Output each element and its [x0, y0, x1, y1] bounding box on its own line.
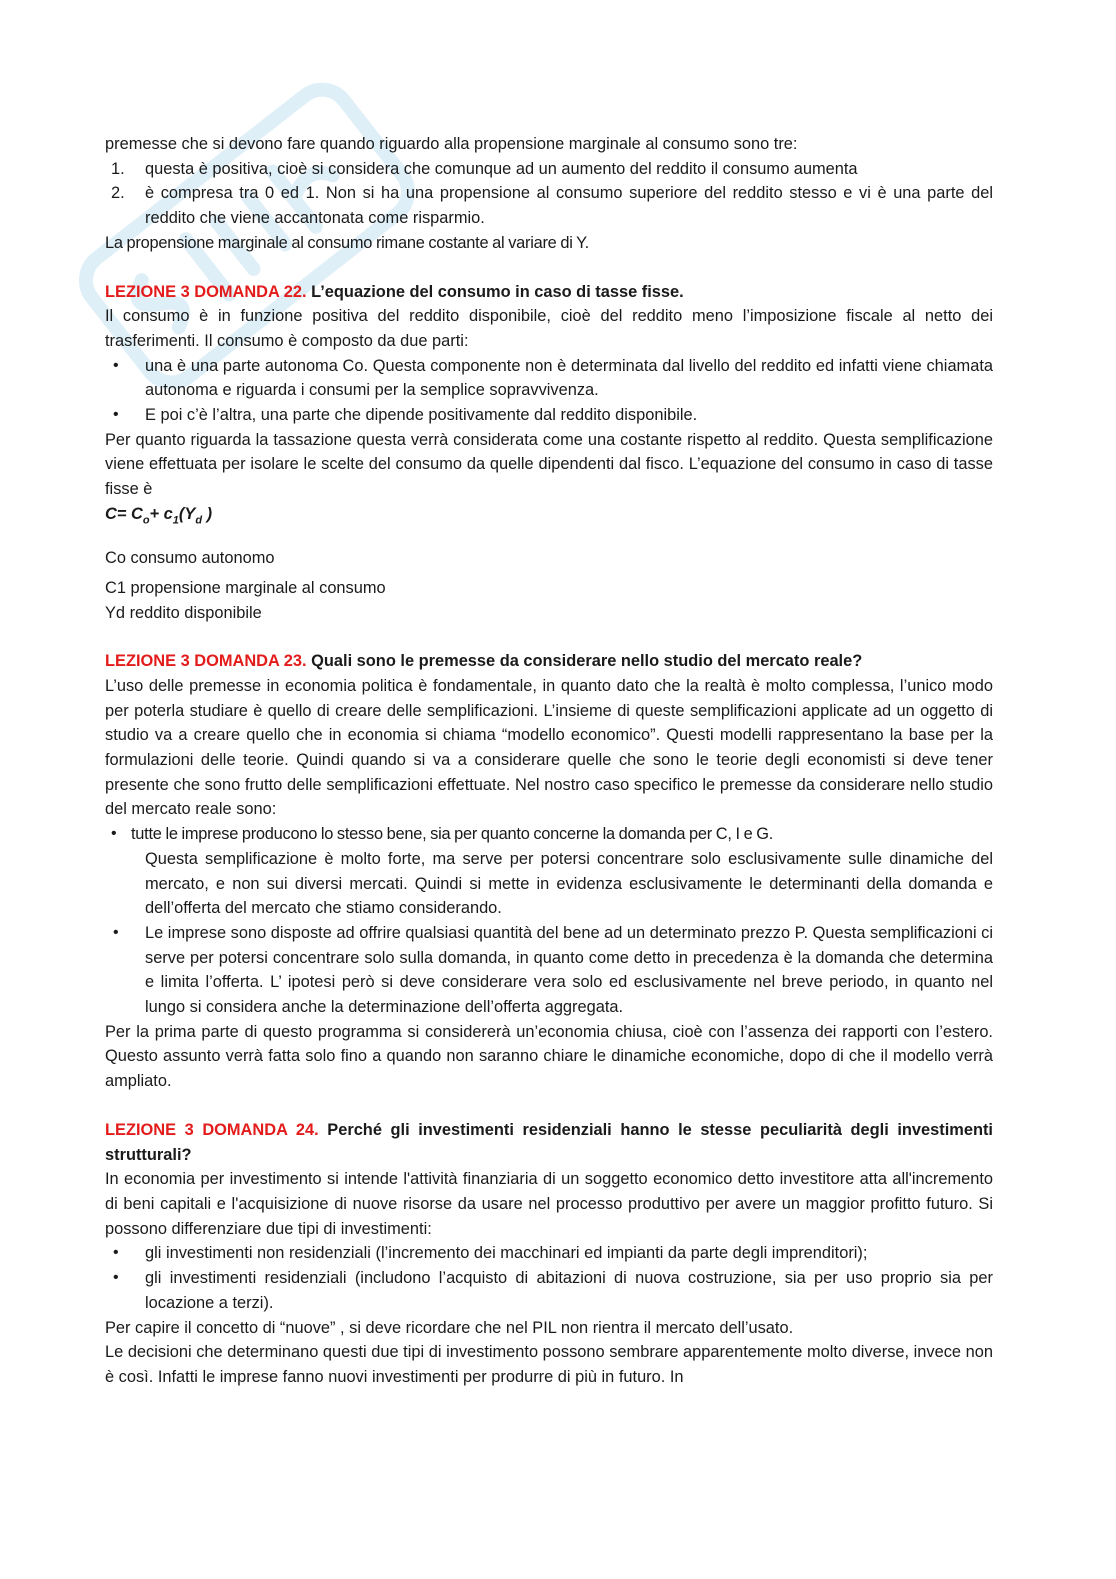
consumption-formula: $C= C_o+ c_1(Y_d$ ): [105, 504, 213, 527]
q23-bullets-2: [105, 921, 993, 1020]
q22-bullets: [105, 354, 993, 428]
list-item: • una è una parte autonoma Co. Questa componente non è determinata dal livello del reddito ed infatti viene chiamata autonoma e riguarda i consumi per la semplice sopravvivenza.: [113, 356, 993, 400]
question-23-heading: [105, 649, 993, 674]
question-title: Perché gli investimenti residenziali hanno le stesse peculiarità degli investimenti strutturali?: [105, 1120, 993, 1164]
intro-lead: premesse che si devono fare quando riguardo alla propensione marginale al consumo sono tre:: [105, 135, 798, 153]
question-tag: LEZIONE 3 DOMANDA 23.: [105, 652, 307, 671]
q24-paragraph-3: Le decisioni che determinano questi due tipi di investimento possono sembrare apparentemente molto diverse, invece non è così. Infatti le imprese fanno nuovi investimenti per produrre di più in futuro. In: [105, 1343, 993, 1386]
definition-yd: Yd reddito disponibile: [105, 603, 262, 622]
question-title: L’equazione del consumo in caso di tasse fisse.: [311, 282, 684, 301]
intro-closing: La propensione marginale al consumo rimane costante al variare di Y.: [105, 233, 589, 252]
question-22-heading: [105, 280, 993, 305]
q23-paragraph-1: L’uso delle premesse in economia politica è fondamentale, in quanto dato che la realtà è molto complessa, l’unico modo per poterla studiare è quello di creare delle semplificazioni. L’insieme di queste semplificazioni applicate ad un oggetto di studio va a creare quello che in economia si chiama “modello economico”. Questi modelli rappresentano la base per la formulazioni delle teorie. Quindi quando si va a considerare quelle che sono le teorie degli economisti si deve tener presente che sono frutto delle semplificazioni effettuate. Nel nostro caso specifico le premesse da considerare nello studio del mercato reale sono:: [105, 676, 993, 819]
list-item: • gli investimenti non residenziali (l’incremento dei macchinari ed impianti da parte degli imprenditori);: [113, 1244, 868, 1263]
q24-bullets: [105, 1241, 993, 1315]
list-item: • tutte le imprese producono lo stesso bene, sia per quanto concerne la domanda per C, I e G.: [111, 825, 774, 844]
q23-paragraph-2: Per la prima parte di questo programma si considererà un’economia chiusa, cioè con l’assenza dei rapporti con l’estero. Questo assunto verrà fatta solo fino a quando non saranno chiare le dinamiche economiche, dopo di che il modello verrà ampliato.: [105, 1022, 993, 1091]
q23-bullet-1-detail: Questa semplificazione è molto forte, ma serve per potersi concentrare solo esclusivamente sulle dinamiche del mercato, e non sui diversi mercati. Quindi si mette in evidenza esclusivamente le determinanti della domanda e dell’offerta del mercato che stiamo considerando.: [145, 849, 993, 918]
document-page: [105, 132, 993, 1390]
q24-paragraph-2: Per capire il concetto di “nuove” , si deve ricordare che nel PIL non rientra il mercato dell’usato.: [105, 1318, 794, 1337]
list-item: • E poi c’è l’altra, una parte che dipende positivamente dal reddito disponibile.: [113, 406, 698, 425]
list-item: 2. è compresa tra 0 ed 1. Non si ha una propensione al consumo superiore del reddito stesso e vi è una parte del reddito che viene accantonata come risparmio.: [111, 184, 993, 228]
q22-paragraph-2: Per quanto riguarda la tassazione questa verrà considerata come una costante rispetto al reddito. Questa semplificazione viene effettuata per isolare le scelte del consumo da quelle dipendenti dal fisco. L’equazione del consumo in caso di tasse fisse è: [105, 430, 993, 499]
q24-paragraph-1: In economia per investimento si intende l'attività finanziaria di un soggetto economico detto investitore atta all'incremento di beni capitali e l'acquisizione di nuove risorse da usare nel processo produttivo per avere un maggior profitto futuro. Si possono differenziare due tipi di investimenti:: [105, 1170, 993, 1238]
q22-paragraph-1: Il consumo è in funzione positiva del reddito disponibile, cioè del reddito meno l’imposizione fiscale al netto dei trasferimenti. Il consumo è composto da due parti:: [105, 307, 993, 350]
question-title: Quali sono le premesse da considerare nello studio del mercato reale?: [311, 652, 863, 671]
question-24-heading: [105, 1118, 993, 1167]
definition-c1: C1 propensione marginale al consumo: [105, 578, 386, 597]
definition-co: Co consumo autonomo: [105, 548, 275, 567]
list-item: • gli investimenti residenziali (includono l’acquisto di abitazioni di nuova costruzione, sia per uso proprio sia per locazione a terzi).: [113, 1269, 993, 1312]
list-item: • Le imprese sono disposte ad offrire qualsiasi quantità del bene ad un determinato prezzo P. Questa semplificazioni ci serve per potersi concentrare solo sulla domanda, in quanto come detto in precedenza è la domanda che determina e limita l’offerta. L’ ipotesi però si deve considerare vera solo ed esclusivamente nel breve periodo, in quanto nel lungo si considera anche la determinazione dell’offerta aggregata.: [113, 923, 993, 1017]
list-item: 1. questa è positiva, cioè si considera che comunque ad un aumento del reddito il consumo aumenta: [111, 159, 858, 178]
intro-list: [105, 157, 993, 231]
q23-bullets: [105, 822, 993, 847]
question-tag: LEZIONE 3 DOMANDA 24.: [105, 1120, 319, 1139]
question-tag: LEZIONE 3 DOMANDA 22.: [105, 282, 307, 301]
